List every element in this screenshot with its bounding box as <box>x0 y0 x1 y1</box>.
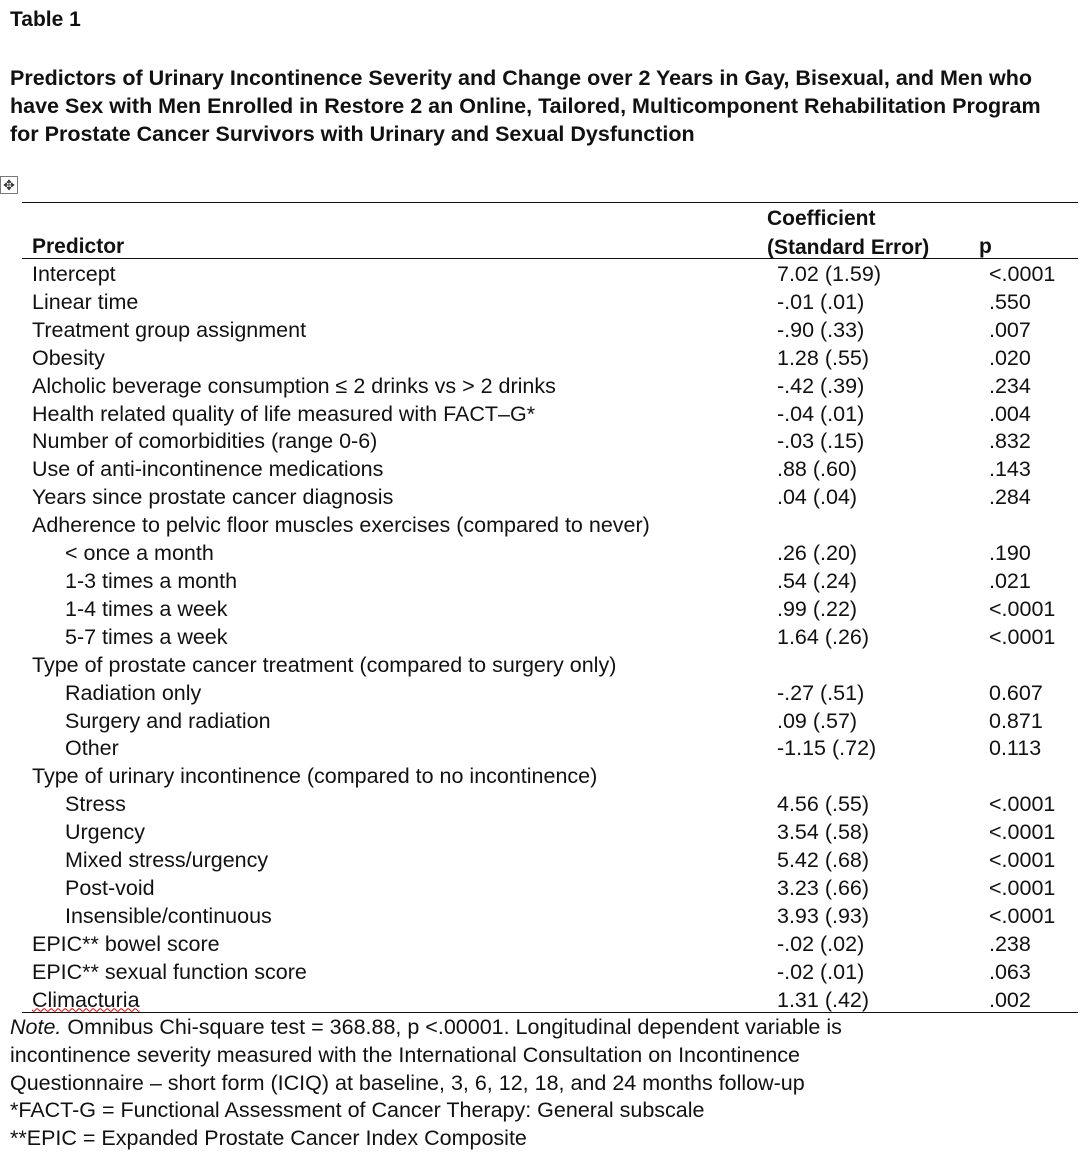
table-header-rule <box>22 258 1078 259</box>
row-coefficient <box>777 512 989 540</box>
table-row <box>22 261 1080 289</box>
table-row <box>22 847 1080 875</box>
row-coefficient: -.04 (.01) <box>777 401 865 426</box>
row-p-value: <.0001 <box>989 875 1056 900</box>
table-label: Table 1 <box>10 8 81 31</box>
row-predictor: Obesity <box>32 345 105 370</box>
spellcheck-flagged-text: Climacturia <box>32 987 140 1012</box>
row-coefficient: .26 (.20) <box>777 541 858 566</box>
row-coefficient: -.01 (.01) <box>777 289 865 314</box>
row-coefficient: .04 (.04) <box>777 485 858 510</box>
row-p-value: 0.871 <box>989 708 1043 733</box>
row-p-value: <.0001 <box>989 848 1056 873</box>
row-predictor: Adherence to pelvic floor muscles exercises (compared to never) <box>32 513 650 538</box>
table-row <box>22 401 1080 429</box>
table-bottom-rule <box>22 1012 1078 1013</box>
table-row <box>22 791 1080 819</box>
table-row <box>22 317 1080 345</box>
table-row <box>22 345 1080 373</box>
note-line-4: *FACT-G = Functional Assessment of Cancer Therapy: General subscale <box>10 1098 705 1123</box>
row-p-value: .004 <box>989 401 1031 426</box>
row-p-value <box>989 652 1080 680</box>
table-row <box>22 568 1080 596</box>
row-p-value: .284 <box>989 485 1031 510</box>
row-coefficient: 3.54 (.58) <box>777 820 870 845</box>
row-coefficient: -.03 (.15) <box>777 429 865 454</box>
table-note <box>10 1014 1070 1153</box>
row-p-value: <.0001 <box>989 624 1056 649</box>
table-row <box>22 680 1080 708</box>
row-predictor: Radiation only <box>65 680 202 705</box>
note-line-5: **EPIC = Expanded Prostate Cancer Index Composite <box>10 1126 527 1151</box>
table-row <box>22 819 1080 847</box>
row-p-value: .143 <box>989 457 1031 482</box>
row-p-value: <.0001 <box>989 820 1056 845</box>
row-predictor: Stress <box>65 792 126 817</box>
row-coefficient: 3.93 (.93) <box>777 903 870 928</box>
row-coefficient: 5.42 (.68) <box>777 848 870 873</box>
row-coefficient: 1.31 (.42) <box>777 987 870 1012</box>
note-line-2: incontinence severity measured with the International Consultation on Incontinence <box>10 1042 801 1067</box>
row-coefficient: -.90 (.33) <box>777 317 865 342</box>
row-coefficient: 1.28 (.55) <box>777 345 870 370</box>
table-title: Predictors of Urinary Incontinence Severity and Change over 2 Years in Gay, Bisexual, and Men who have Sex with Men Enrolled in Restore 2 an Online, Tailored, Multicomponent Rehabilitation Program for Prostate Cancer Survivors with Urinary and Sexual Dysfunction <box>10 66 1041 146</box>
row-predictor: Treatment group assignment <box>32 317 307 342</box>
row-coefficient: -.02 (.01) <box>777 959 865 984</box>
row-predictor: 1-4 times a week <box>65 596 228 621</box>
header-coefficient-line2: (Standard Error) <box>767 236 930 259</box>
row-predictor: Linear time <box>32 289 139 314</box>
row-predictor <box>22 987 777 1015</box>
row-predictor: Use of anti-incontinence medications <box>32 457 384 482</box>
row-coefficient: -.27 (.51) <box>777 680 865 705</box>
row-coefficient: .88 (.60) <box>777 457 858 482</box>
table-row <box>22 763 1080 791</box>
row-p-value: .550 <box>989 289 1031 314</box>
table-row <box>22 596 1080 624</box>
row-p-value: .002 <box>989 987 1031 1012</box>
table-row <box>22 708 1080 736</box>
table-row <box>22 903 1080 931</box>
note-line-1 <box>10 1014 1070 1042</box>
row-coefficient: -.02 (.02) <box>777 931 865 956</box>
row-predictor: Urgency <box>65 820 146 845</box>
row-p-value: .190 <box>989 541 1031 566</box>
row-coefficient: 4.56 (.55) <box>777 792 870 817</box>
table-row <box>22 959 1080 987</box>
row-predictor: Post-void <box>65 875 155 900</box>
row-coefficient: .54 (.24) <box>777 568 858 593</box>
row-p-value: <.0001 <box>989 903 1056 928</box>
results-table-body <box>22 261 1080 1014</box>
row-p-value: .063 <box>989 959 1031 984</box>
row-p-value: .020 <box>989 345 1031 370</box>
note-line-3: Questionnaire – short form (ICIQ) at baseline, 3, 6, 12, 18, and 24 months follow-up <box>10 1070 805 1095</box>
table-row <box>22 931 1080 959</box>
row-predictor: Health related quality of life measured with FACT–G* <box>32 401 536 426</box>
table-row <box>22 624 1080 652</box>
row-predictor: Alcholic beverage consumption ≤ 2 drinks vs > 2 drinks <box>32 373 556 398</box>
row-predictor: Mixed stress/urgency <box>65 848 269 873</box>
row-p-value: .234 <box>989 373 1031 398</box>
note-lead: Note. <box>10 1015 62 1039</box>
table-row <box>22 428 1080 456</box>
header-coefficient <box>767 204 929 262</box>
row-predictor: Other <box>65 736 119 761</box>
row-coefficient: -1.15 (.72) <box>777 736 877 761</box>
row-predictor: Type of urinary incontinence (compared to no incontinence) <box>32 764 598 789</box>
row-predictor: 5-7 times a week <box>65 624 228 649</box>
row-p-value: <.0001 <box>989 262 1056 286</box>
row-predictor: Years since prostate cancer diagnosis <box>32 485 394 510</box>
row-predictor: Insensible/continuous <box>65 903 272 928</box>
row-p-value: 0.607 <box>989 680 1043 705</box>
header-coefficient-line1: Coefficient <box>767 207 876 230</box>
table-row <box>22 540 1080 568</box>
row-predictor: Surgery and radiation <box>65 708 271 733</box>
row-coefficient: .99 (.22) <box>777 596 858 621</box>
row-p-value: .007 <box>989 317 1031 342</box>
row-coefficient <box>777 763 989 791</box>
row-predictor: < once a month <box>65 541 214 566</box>
row-predictor: Intercept <box>32 262 116 286</box>
row-predictor: Type of prostate cancer treatment (compared to surgery only) <box>32 652 617 677</box>
table-top-rule <box>22 202 1078 203</box>
row-p-value <box>989 512 1080 540</box>
table-row <box>22 456 1080 484</box>
row-predictor: EPIC** bowel score <box>32 931 220 956</box>
header-p: p <box>979 235 992 258</box>
table-row <box>22 735 1080 763</box>
table-row <box>22 373 1080 401</box>
row-coefficient: -.42 (.39) <box>777 373 865 398</box>
table-row <box>22 484 1080 512</box>
row-coefficient <box>777 652 989 680</box>
row-p-value: <.0001 <box>989 792 1056 817</box>
row-p-value: 0.113 <box>989 736 1042 761</box>
row-p-value: .832 <box>989 429 1031 454</box>
row-predictor: 1-3 times a month <box>65 568 238 593</box>
table-row <box>22 512 1080 540</box>
table-row <box>22 987 1080 1015</box>
table-row <box>22 875 1080 903</box>
row-p-value: <.0001 <box>989 596 1056 621</box>
table-move-handle-icon[interactable]: ✥ <box>0 176 18 194</box>
row-p-value: .021 <box>989 568 1031 593</box>
results-table <box>22 261 1080 1014</box>
header-predictor: Predictor <box>32 235 125 258</box>
row-coefficient: .09 (.57) <box>777 708 858 733</box>
table-row <box>22 289 1080 317</box>
row-p-value <box>989 763 1080 791</box>
row-coefficient: 3.23 (.66) <box>777 875 870 900</box>
note-line-1-text: Omnibus Chi-square test = 368.88, p <.00001. Longitudinal dependent variable is <box>61 1015 842 1039</box>
row-p-value: .238 <box>989 931 1031 956</box>
row-predictor: Number of comorbidities (range 0-6) <box>32 429 378 454</box>
row-coefficient: 7.02 (1.59) <box>777 262 881 286</box>
row-predictor: EPIC** sexual function score <box>32 959 307 984</box>
row-coefficient: 1.64 (.26) <box>777 624 870 649</box>
table-row <box>22 652 1080 680</box>
